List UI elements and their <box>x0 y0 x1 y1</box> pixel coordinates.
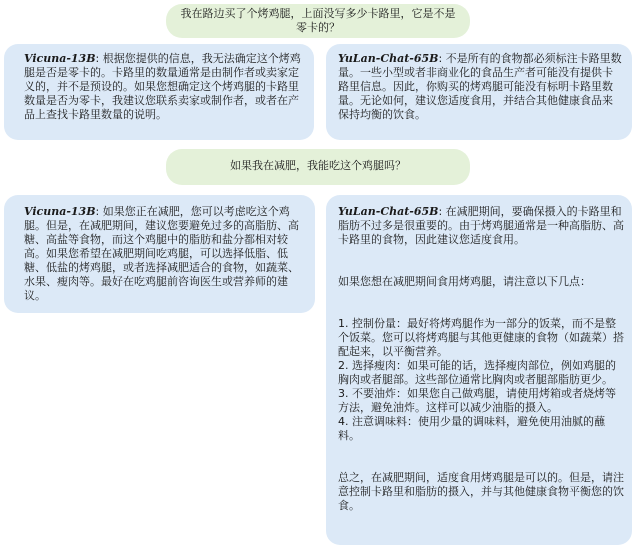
model-name: Vicuna-13B <box>24 205 96 218</box>
list-item: 1. 控制份量：最好将烤鸡腿作为一部分的饭菜，而不是整个饭菜。您可以将烤鸡腿与其他更健康的食物（如蔬菜）搭配起来，以平衡营养。 <box>338 317 624 358</box>
answer-conclusion: 总之，在减肥期间，适度食用烤鸡腿是可以的。但是，请注意控制卡路里和脂肪的摄入，并与其他健康食物平衡您的饮食。 <box>338 471 624 512</box>
model-name: YuLan-Chat-65B <box>338 52 439 65</box>
answer-yulan-1: YuLan-Chat-65B: 不是所有的食物都必须标注卡路里数量。一些小型或者非商业化的食品生产者可能没有提供卡路里信息。因此，你购买的烤鸡腿可能没有标明卡路里数量。无论如何，建议您适度食用，并结合其他健康食品来保持均衡的饮食。 <box>326 44 632 140</box>
answer-intro: 在减肥期间，要确保摄入的卡路里和脂肪不过多是很重要的。由于烤鸡腿通常是一种高脂肪、高卡路里的食物，因此建议您适度食用。 <box>338 205 624 246</box>
list-item: 3. 不要油炸：如果您自己做鸡腿，请使用烤箱或者烧烤等方法，避免油炸。这样可以减少油脂的摄入。 <box>338 387 616 414</box>
model-name: Vicuna-13B <box>24 52 96 65</box>
question-text: 我在路边买了个烤鸡腿，上面没写多少卡路里，它是不是零卡的？ <box>180 7 456 34</box>
list-item: 2. 选择瘦肉：如果可能的话，选择瘦肉部位，例如鸡腿的胸肉或者腿部。这些部位通常比胸肉或者腿部脂肪更少。 <box>338 359 616 386</box>
answer-vicuna-1: Vicuna-13B: 根据您提供的信息，我无法确定这个烤鸡腿是否是零卡的。卡路里的数量通常是由制作者或卖家定义的，并不是预设的。如果您想确定这个烤鸡腿的卡路里数量是否为零卡，我建议您联系卖家或制作者，或者在产品上查找卡路里数量的说明。 <box>4 44 314 140</box>
list-item: 4. 注意调味料：使用少量的调味料，避免使用油腻的蘸料。 <box>338 415 605 442</box>
answer-lead: 如果您想在减肥期间食用烤鸡腿，请注意以下几点： <box>338 275 591 288</box>
answer-text: 如果您正在减肥，您可以考虑吃这个鸡腿。但是，在减肥期间，建议您要避免过多的高脂肪、高糖、高盐等食物，而这个鸡腿中的脂肪和盐分都相对较高。如果您希望在减肥期间吃鸡腿，可以选择低脂、低糖、低盐的烤鸡腿，或者选择减肥适合的食物，如蔬菜、水果、瘦肉等。最好在吃鸡腿前咨询医生或营养师的建议。 <box>24 205 299 302</box>
answer-yulan-2: YuLan-Chat-65B: 在减肥期间，要确保摄入的卡路里和脂肪不过多是很重要的。由于烤鸡腿通常是一种高脂肪、高卡路里的食物，因此建议您适度食用。 如果您想在减肥期间食用烤鸡腿，请注意以下几点： 1. 控制份量：最好将烤鸡腿作为一部分的饭菜，而不是整个饭菜。您可以将烤鸡腿与其他更健康的食物（如蔬菜）搭配起来，以平衡营养。 2. 选择瘦肉：如果可能的话，选择瘦肉部位，例如鸡腿的胸肉或者腿部。这些部位通常比胸肉或者腿部脂肪更少。 3. 不要油炸：如果您自己做鸡腿，请使用烤箱或者烧烤等方法，避免油炸。这样可以减少油脂的摄入。 4. 注意调味料：使用少量的调味料，避免使用油腻的蘸料。 总之，在减肥期间，适度食用烤鸡腿是可以的。但是，请注意控制卡路里和脂肪的摄入，并与其他健康食物平衡您的饮食。 <box>326 195 632 545</box>
answer-vicuna-2: Vicuna-13B: 如果您正在减肥，您可以考虑吃这个鸡腿。但是，在减肥期间，建议您要避免过多的高脂肪、高糖、高盐等食物，而这个鸡腿中的脂肪和盐分都相对较高。如果您希望在减肥期间吃鸡腿，可以选择低脂、低糖、低盐的烤鸡腿，或者选择减肥适合的食物，如蔬菜、水果、瘦肉等。最好在吃鸡腿前咨询医生或营养师的建议。 <box>4 195 315 313</box>
answer-text: 根据您提供的信息，我无法确定这个烤鸡腿是否是零卡的。卡路里的数量通常是由制作者或卖家定义的，并不是预设的。如果您想确定这个烤鸡腿的卡路里数量是否为零卡，我建议您联系卖家或制作者，或者在产品上查找卡路里数量的说明。 <box>24 52 301 121</box>
answer-text: 不是所有的食物都必须标注卡路里数量。一些小型或者非商业化的食品生产者可能没有提供卡路里信息。因此，你购买的烤鸡腿可能没有标明卡路里数量。无论如何，建议您适度食用，并结合其他健康食品来保持均衡的饮食。 <box>338 52 622 121</box>
user-question-2 <box>166 149 470 185</box>
user-question-1 <box>166 4 470 38</box>
model-name: YuLan-Chat-65B <box>338 205 439 218</box>
question-text: 如果我在减肥，我能吃这个鸡腿吗？ <box>230 159 406 172</box>
